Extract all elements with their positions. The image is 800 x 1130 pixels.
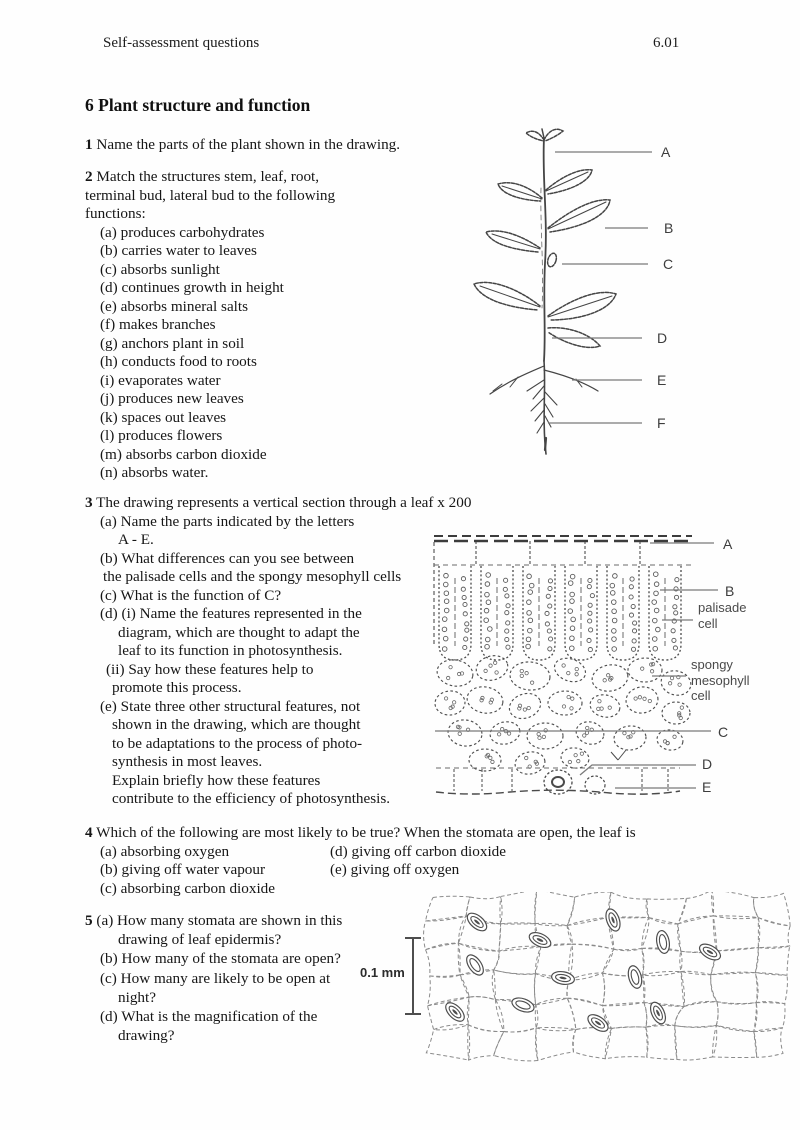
section-label-d: D (702, 756, 713, 772)
text-line: Match the structures stem, leaf, root, (96, 168, 320, 185)
text-line: (b) What differences can you see between (100, 549, 355, 567)
plant-label-c: C (663, 256, 674, 272)
text-line: shown in the drawing, which are thought (112, 716, 361, 733)
list-item: (l) produces flowers (100, 427, 223, 444)
text-line: A - E. (118, 531, 154, 548)
plant-leader-lines (548, 152, 652, 423)
text-line: night? (118, 988, 156, 1006)
list-item: (a) produces carbohydrates (100, 223, 265, 241)
text-line: drawing of leaf epidermis? (118, 931, 282, 949)
list-item: (b) carries water to leaves (100, 242, 257, 259)
text-line: Which of the following are most likely to be true? When the stomata are open, the leaf is (96, 824, 636, 841)
section-label-palisade: palisade cell (698, 600, 747, 631)
text-line: leaf to its function in photosynthesis. (118, 642, 343, 659)
text-line: contribute to the efficiency of photosynthesis. (112, 790, 391, 807)
spongy-mesophyll-cells (434, 652, 694, 776)
list-item: (n) absorbs water. (100, 464, 209, 481)
option-item: (a) absorbing oxygen (100, 842, 230, 860)
question-5 (85, 911, 342, 1045)
section-label-spongy: spongy mesophyll cell (691, 657, 750, 703)
question-5-number: 5 (85, 912, 93, 929)
plant-label-d: D (657, 330, 668, 346)
text-line: promote this process. (112, 679, 242, 696)
plant-drawing (440, 128, 800, 478)
stomata (442, 907, 723, 1035)
plant-label-f: F (657, 415, 666, 431)
text-line: (e) State three other structural features, not (100, 697, 361, 715)
list-item: (i) evaporates water (100, 371, 221, 389)
list-item: (c) absorbs sunlight (100, 260, 220, 278)
plant-label-b: B (664, 220, 674, 236)
question-1 (85, 136, 400, 155)
epidermis-drawing (400, 892, 800, 1070)
text-line: (d) What is the magnification of the (100, 1008, 318, 1026)
question-2 (85, 168, 335, 483)
text-line: (b) How many of the stomata are open? (100, 950, 341, 968)
text-line: (c) What is the function of C? (100, 586, 282, 604)
scale-bar-label: 0.1 mm (360, 965, 405, 980)
text-line: to be adaptations to the process of photo- (112, 734, 363, 752)
section-label-b: B (725, 583, 735, 599)
text-line: Explain briefly how these features (112, 771, 321, 789)
text-line: terminal bud, lateral bud to the following (85, 186, 336, 204)
page-number: 6.01 (653, 35, 680, 51)
question-4 (85, 824, 636, 898)
list-item: (h) conducts food to roots (100, 353, 257, 370)
list-item: (k) spaces out leaves (100, 408, 227, 426)
plant-label-a: A (661, 144, 671, 160)
option-item: (e) giving off oxygen (330, 861, 460, 878)
question-3 (85, 494, 471, 809)
plant-label-e: E (657, 372, 667, 388)
section-label-c: C (718, 724, 729, 740)
text-line: The drawing represents a vertical section through a leaf x 200 (96, 494, 472, 511)
option-item: (d) giving off carbon dioxide (330, 842, 507, 860)
text-line: synthesis in most leaves. (112, 753, 263, 770)
text-line: (ii) Say how these features help to (106, 660, 314, 678)
text-line: (c) How many are likely to be open at (100, 969, 331, 987)
page-header-left: Self-assessment questions (103, 35, 260, 51)
text-line: diagram, which are thought to adapt the (118, 623, 360, 641)
list-item: (d) continues growth in height (100, 279, 284, 296)
list-item: (m) absorbs carbon dioxide (100, 445, 267, 463)
list-item: (g) anchors plant in soil (100, 334, 245, 352)
text-line: the palisade cells and the spongy mesophyll cells (103, 568, 402, 585)
option-item: (b) giving off water vapour (100, 861, 266, 878)
section-label-e: E (702, 779, 712, 795)
text-line: drawing? (118, 1027, 175, 1045)
option-item: (c) absorbing carbon dioxide (100, 879, 276, 897)
chapter-title: 6 Plant structure and function (85, 95, 311, 115)
question-4-number: 4 (85, 824, 93, 841)
list-item: (e) absorbs mineral salts (100, 297, 249, 315)
palisade-cells (439, 566, 681, 660)
question-3-number: 3 (85, 494, 93, 511)
text-line: (d) (i) Name the features represented in the (100, 605, 362, 622)
text-line: functions: (85, 205, 146, 222)
list-item: (j) produces new leaves (100, 390, 244, 407)
scale-bar (405, 938, 421, 1014)
text-line: (a) Name the parts indicated by the letters (100, 512, 355, 530)
section-label-a: A (723, 536, 733, 552)
list-item: (f) makes branches (100, 316, 216, 333)
question-1-text: Name the parts of the plant shown in the drawing. (96, 136, 401, 153)
question-1-number: 1 (85, 136, 93, 153)
question-2-number: 2 (85, 168, 93, 185)
text-line: (a) How many stomata are shown in this (96, 912, 343, 929)
